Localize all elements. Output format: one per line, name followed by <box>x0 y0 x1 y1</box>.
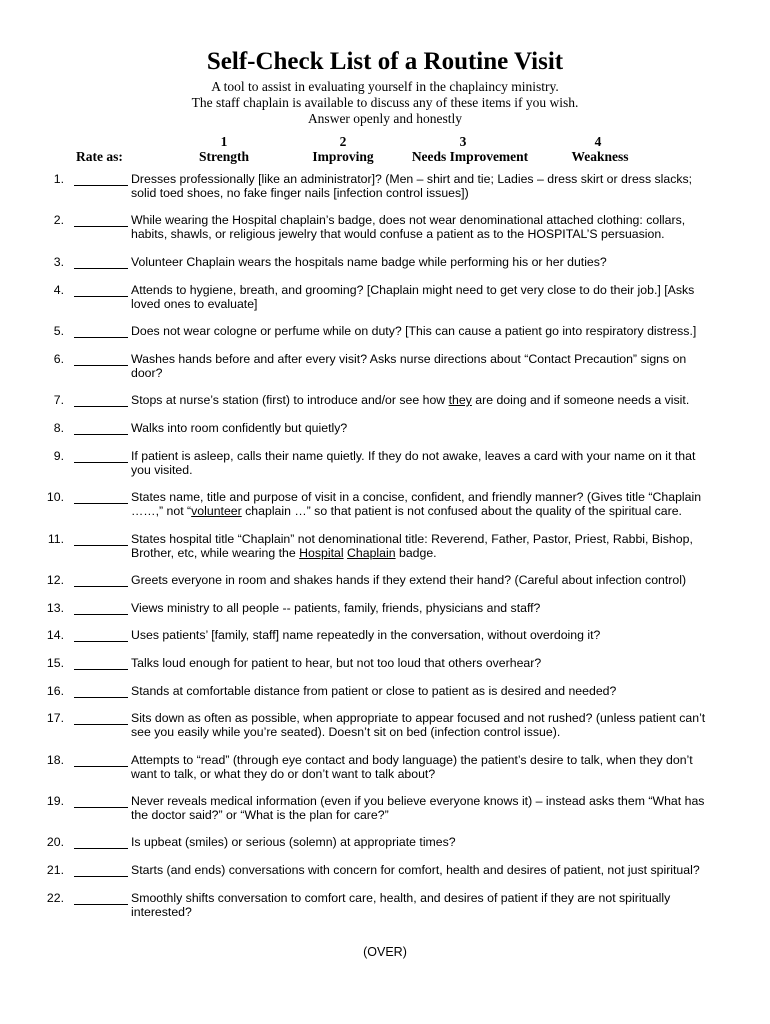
rating-blank[interactable] <box>74 173 128 186</box>
item-number: 14. <box>46 628 64 642</box>
item-text-line: If patient is asleep, calls their name quietly. If they do not awake, leaves a card with your name on it that <box>131 449 696 463</box>
item-number: 13. <box>46 601 64 615</box>
rating-blank[interactable] <box>74 712 128 725</box>
item-text-line: Attempts to “read” (through eye contact and body language) the patient’s desire to talk, when they don’t <box>131 753 693 767</box>
page-title: Self-Check List of a Routine Visit <box>206 48 564 75</box>
item-number: 12. <box>46 573 64 587</box>
item-number: 19. <box>46 794 64 808</box>
rating-blank[interactable] <box>74 256 128 269</box>
rating-blank[interactable] <box>74 795 128 808</box>
item-text-line: Stands at comfortable distance from patient or close to patient as is desired and needed? <box>131 684 617 698</box>
rating-label-needs-improvement: Needs Improvement <box>411 149 529 164</box>
item-number: 21. <box>46 863 64 877</box>
item-text-line: Walks into room confidently but quietly? <box>131 421 348 435</box>
item-number: 5. <box>53 324 64 338</box>
item-text-line: Volunteer Chaplain wears the hospitals name badge while performing his or her duties? <box>131 255 607 269</box>
item-number: 7. <box>53 393 64 407</box>
rating-number-2: 2 <box>339 134 347 149</box>
item-number: 6. <box>53 352 64 366</box>
item-text-line: Dresses professionally [like an administrator]? (Men – shirt and tie; Ladies – dress skirt or dress slacks; <box>131 172 693 186</box>
item-number: 3. <box>53 255 64 269</box>
rating-blank[interactable] <box>74 450 128 463</box>
item-text-line: States name, title and purpose of visit in a concise, confident, and friendly manner? (Gives title “Chaplain <box>131 490 702 504</box>
item-number: 15. <box>46 656 64 670</box>
item-text-line: Sits down as often as possible, when appropriate to appear focused and not rushed? (unless patient can’t <box>131 711 706 725</box>
item-number: 10. <box>46 490 64 504</box>
item-text-line: Washes hands before and after every visit? Asks nurse directions about “Contact Precaution” signs on <box>131 352 687 366</box>
rating-blank[interactable] <box>74 284 128 297</box>
item-number: 17. <box>46 711 64 725</box>
item-text-line: door? <box>131 365 163 380</box>
item-text <box>131 836 721 850</box>
item-text-line: you visited. <box>131 462 193 477</box>
item-text <box>131 533 721 560</box>
item-text <box>131 574 721 588</box>
item-number: 9. <box>53 449 64 463</box>
rating-blank[interactable] <box>74 836 128 849</box>
item-text <box>131 602 721 616</box>
rating-number-1: 1 <box>220 134 228 149</box>
item-number: 20. <box>46 835 64 849</box>
item-number: 18. <box>46 753 64 767</box>
item-text-line: Greets everyone in room and shakes hands if they extend their hand? (Careful about infection control) <box>131 573 687 587</box>
rating-blank[interactable] <box>74 754 128 767</box>
rating-blank[interactable] <box>74 325 128 338</box>
item-text-line: want to talk, or what they do or don’t want to talk about? <box>131 766 436 781</box>
subtitle-line: Answer openly and honestly <box>307 111 463 126</box>
rating-number-3: 3 <box>459 134 467 149</box>
item-text-line: Never reveals medical information (even if you believe everyone knows it) – instead asks them “What has <box>131 794 705 808</box>
item-text-line: While wearing the Hospital chaplain’s badge, does not wear denominational attached clothing: collars, <box>131 213 686 227</box>
rating-blank[interactable] <box>74 657 128 670</box>
item-text <box>131 450 721 477</box>
item-text <box>131 394 721 408</box>
item-text-line: Talks loud enough for patient to hear, but not too loud that others overhear? <box>131 656 542 670</box>
item-text-line: habits, shawls, or religious jewelry that would confuse a patient as to the HOSPITAL’S persuasion. <box>131 226 665 241</box>
rating-blank[interactable] <box>74 864 128 877</box>
item-text <box>131 353 721 380</box>
item-number: 1. <box>53 172 64 186</box>
item-text <box>131 284 721 311</box>
rating-label-improving: Improving <box>312 149 374 164</box>
item-text-line: interested? <box>131 904 192 919</box>
item-text-line: Does not wear cologne or perfume while on duty? [This can cause a patient go into respiratory distress.] <box>131 324 697 338</box>
item-text <box>131 256 721 270</box>
rating-blank[interactable] <box>74 574 128 587</box>
item-text-line: Is upbeat (smiles) or serious (solemn) at appropriate times? <box>131 835 456 849</box>
rating-label-weakness: Weakness <box>571 149 629 164</box>
item-text <box>131 754 721 781</box>
rating-blank[interactable] <box>74 422 128 435</box>
item-text <box>131 892 721 919</box>
rating-blank[interactable] <box>74 353 128 366</box>
item-text-line: solid toed shoes, no fake finger nails [infection control issues]) <box>131 185 469 200</box>
rating-blank[interactable] <box>74 394 128 407</box>
rating-blank[interactable] <box>74 892 128 905</box>
item-text-line: Stops at nurse’s station (first) to introduce and/or see how they are doing and if someone needs a visit. <box>131 393 690 407</box>
item-text-line: Brother, etc, while wearing the Hospital Chaplain badge. <box>131 545 437 560</box>
item-number: 8. <box>53 421 64 435</box>
item-number: 2. <box>53 213 64 227</box>
item-text-line: ……,” not “volunteer chaplain …” so that patient is not confused about the quality of the spiritual care. <box>131 503 682 518</box>
item-text <box>131 864 721 878</box>
item-number: 22. <box>46 891 64 905</box>
item-text <box>131 422 721 436</box>
subtitle-line: A tool to assist in evaluating yourself in the chaplaincy ministry. <box>211 79 559 94</box>
rating-blank[interactable] <box>74 629 128 642</box>
item-text <box>131 629 721 643</box>
rating-blank[interactable] <box>74 685 128 698</box>
rating-label-strength: Strength <box>198 149 249 164</box>
item-text <box>131 214 721 241</box>
item-text-line: Attends to hygiene, breath, and grooming? [Chaplain might need to get very close to do their job.] [Asks <box>131 283 695 297</box>
item-text <box>131 491 721 518</box>
over-footer: (OVER) <box>363 945 407 959</box>
item-number: 16. <box>46 684 64 698</box>
item-text <box>131 795 721 822</box>
item-text-line: Starts (and ends) conversations with concern for comfort, health and desires of patient, not just spiritual? <box>131 863 700 877</box>
item-text-line: loved ones to evaluate] <box>131 296 258 311</box>
subtitle-line: The staff chaplain is available to discuss any of these items if you wish. <box>191 95 579 110</box>
item-text <box>131 325 721 339</box>
rating-blank[interactable] <box>74 602 128 615</box>
item-text <box>131 712 721 739</box>
item-number: 4. <box>53 283 64 297</box>
item-text-line: the doctor said?” or “What is the plan for care?” <box>131 807 389 822</box>
item-number: 11. <box>47 532 64 546</box>
item-text-line: Smoothly shifts conversation to comfort care, health, and desires of patient if they are not spiritually <box>131 891 671 905</box>
item-text <box>131 685 721 699</box>
rating-number-4: 4 <box>594 134 602 149</box>
item-text-line: see you easily while you’re seated). Doesn’t sit on bed (infection control issue). <box>131 724 561 739</box>
rating-blank[interactable] <box>74 533 128 546</box>
item-text-line: States hospital title “Chaplain” not denominational title: Reverend, Father, Pastor, Priest, Rabbi, Bishop, <box>131 532 693 546</box>
item-text-line: Views ministry to all people -- patients, family, friends, physicians and staff? <box>131 601 541 615</box>
rating-blank[interactable] <box>74 214 128 227</box>
rate-as-label: Rate as: <box>76 149 123 164</box>
item-text <box>131 173 721 200</box>
rating-blank[interactable] <box>74 491 128 504</box>
item-text-line: Uses patients’ [family, staff] name repeatedly in the conversation, without overdoing it? <box>131 628 601 642</box>
item-text <box>131 657 721 671</box>
